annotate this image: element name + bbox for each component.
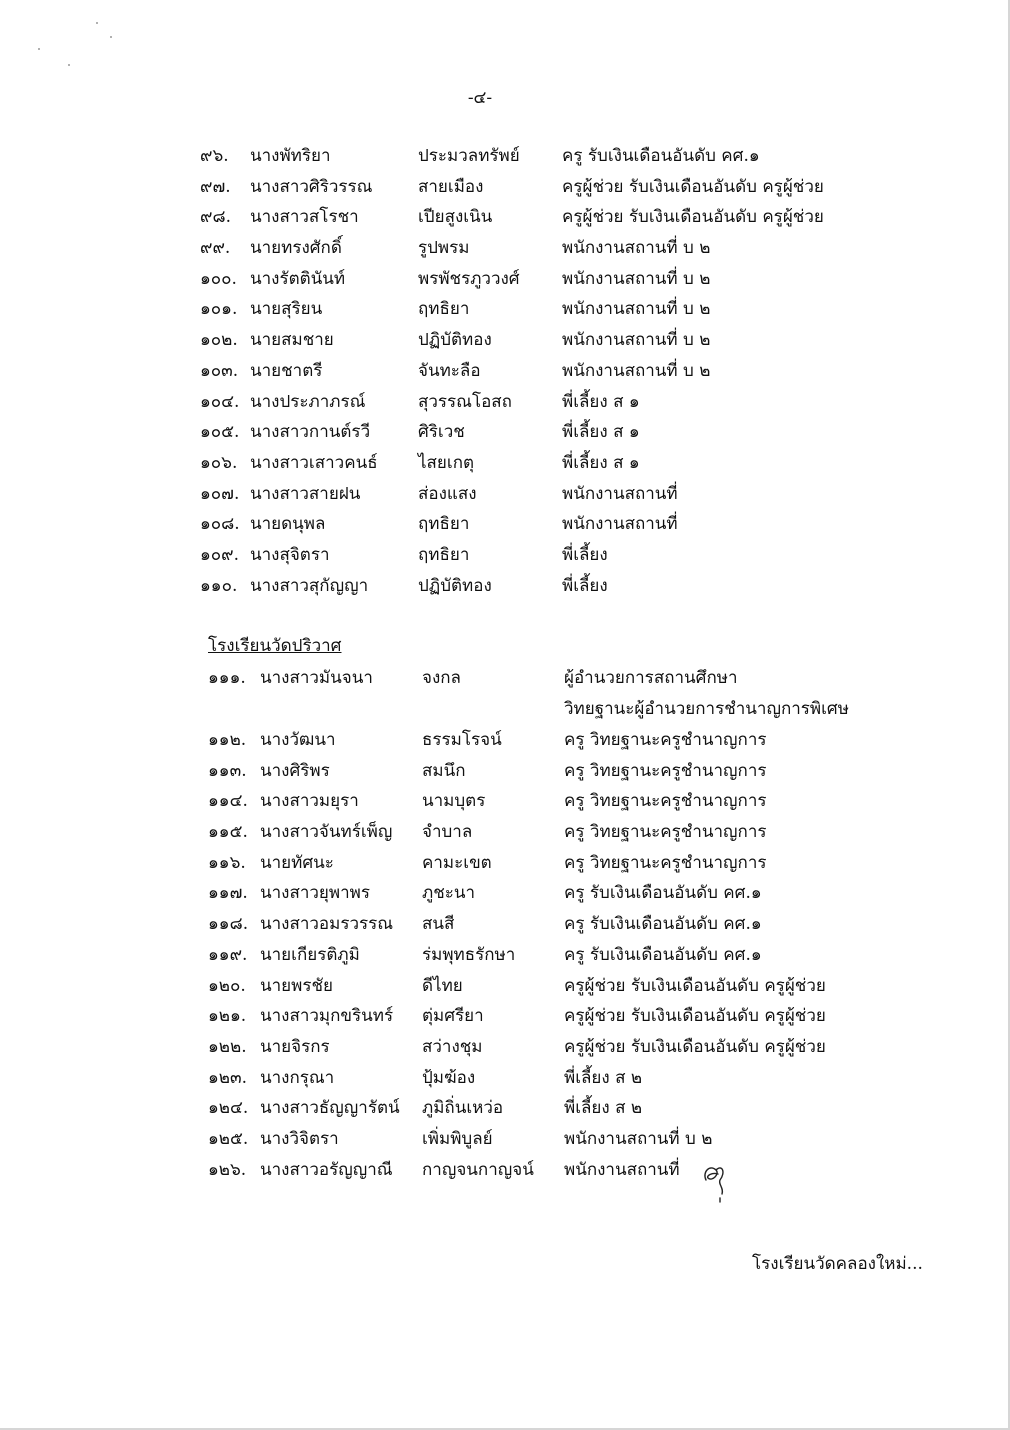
last-name: ประมวลทรัพย์	[418, 146, 520, 166]
director-entry	[0, 664, 1010, 725]
position: ครู วิทยฐานะครูชำนาญการ	[564, 791, 767, 812]
first-name: นางกรุณา	[260, 1067, 335, 1088]
last-name: ภูชะนา	[422, 883, 476, 904]
last-name: ร่มพุทธรักษา	[422, 944, 516, 965]
list-item	[0, 142, 1010, 173]
last-name: นามบุตร	[422, 791, 486, 812]
item-number: ๑๑๘.	[208, 914, 249, 935]
list-item	[0, 510, 1010, 541]
list-item	[0, 1156, 1010, 1187]
first-name: นางสาวจันทร์เพ็ญ	[260, 822, 393, 843]
first-name: นางประภาภรณ์	[250, 391, 366, 412]
item-number: ๑๑๕.	[208, 822, 248, 843]
first-name: นายชาตรี	[250, 360, 323, 381]
position: พนักงานสถานที่ บ ๒	[564, 1128, 713, 1149]
last-name: เปียสูงเนิน	[418, 207, 493, 228]
list-item	[0, 418, 1010, 449]
first-name: นายพรชัย	[260, 975, 333, 996]
list-item	[0, 357, 1010, 388]
item-number: ๑๑๐.	[200, 575, 238, 596]
position: ครู วิทยฐานะครูชำนาญการ	[564, 822, 767, 843]
list-item	[0, 1033, 1010, 1064]
list-item	[0, 818, 1010, 849]
first-name: นางสาวอมรวรรณ	[260, 914, 394, 935]
scan-speck	[68, 64, 70, 66]
first-name: นางสาวศิริวรรณ	[250, 176, 373, 197]
continuation-text: โรงเรียนวัดคลองใหม่...	[752, 1254, 923, 1274]
list-item	[0, 972, 1010, 1003]
list-item	[0, 941, 1010, 972]
position: ครู รับเงินเดือนอันดับ คศ.๑	[564, 914, 762, 935]
school-heading: โรงเรียนวัดปริวาศ	[208, 636, 342, 656]
first-name: นางศิริพร	[260, 760, 330, 781]
position: พนักงานสถานที่ บ ๒	[562, 268, 711, 289]
position: ครูผู้ช่วย รับเงินเดือนอันดับ ครูผู้ช่วย	[564, 975, 826, 996]
first-name: นางสาวสุกัญญา	[250, 575, 369, 596]
last-name: ฤทธิยา	[418, 544, 470, 565]
signature-mark	[700, 1158, 730, 1204]
position: พี่เลี้ยง ส ๒	[564, 1067, 643, 1088]
first-name: นายสมชาย	[250, 330, 334, 351]
list-item	[0, 1094, 1010, 1125]
staff-list-2	[0, 726, 1010, 1186]
last-name: สุวรรณโอสถ	[418, 391, 512, 412]
first-name: นายจิรกร	[260, 1036, 330, 1057]
position: พนักงานสถานที่ บ ๒	[562, 360, 711, 381]
first-name: นางสาวสโรชา	[250, 207, 359, 228]
first-name: นางสาวอรัญญาณี	[260, 1159, 393, 1180]
position: พนักงานสถานที่	[562, 514, 678, 535]
last-name: สายเมือง	[418, 176, 484, 197]
staff-list-1	[0, 142, 1010, 602]
first-name: นายสุริยน	[250, 299, 323, 320]
list-item	[0, 388, 1010, 419]
list-item	[0, 787, 1010, 818]
item-number: ๑๐๒.	[200, 330, 238, 351]
last-name: ภูมิถิ่นเหว่อ	[422, 1098, 504, 1119]
first-name: นางสาวธัญญารัตน์	[260, 1098, 400, 1119]
list-item-continuation	[0, 695, 1010, 726]
position: พี่เลี้ยง ส ๑	[562, 422, 640, 443]
scan-speck	[96, 22, 98, 24]
item-number: ๑๐๕.	[200, 422, 240, 443]
position-line-2: วิทยฐานะผู้อำนวยการชำนาญการพิเศษ	[564, 698, 849, 719]
last-name: พรพัชรภูววงศ์	[418, 268, 520, 289]
last-name: กาญจนกาญจน์	[422, 1159, 534, 1180]
first-name: นางสุจิตรา	[250, 544, 330, 565]
list-item	[0, 757, 1010, 788]
item-number: ๑๒๕.	[208, 1128, 249, 1149]
item-number: ๙๘.	[200, 207, 231, 228]
item-number: ๑๑๒.	[208, 730, 247, 750]
item-number: ๑๐๓.	[200, 360, 239, 381]
first-name: นางสาวกานต์รวี	[250, 422, 371, 443]
item-number: ๑๑๙.	[208, 944, 248, 965]
last-name: รูปพรม	[418, 238, 470, 259]
first-name: นางวัฒนา	[260, 730, 336, 750]
item-number: ๑๑๔.	[208, 791, 248, 812]
position: ครู วิทยฐานะครูชำนาญการ	[564, 852, 767, 873]
last-name: ส่องแสง	[418, 483, 477, 504]
item-number: ๙๙.	[200, 238, 231, 259]
last-name: ไสยเกตุ	[418, 452, 475, 473]
first-name: นางสาวเสาวคนธ์	[250, 452, 378, 473]
position: ครู รับเงินเดือนอันดับ คศ.๑	[564, 883, 762, 904]
last-name: ฤทธิยา	[418, 299, 470, 320]
item-number: ๑๒๔.	[208, 1098, 249, 1119]
last-name: คามะเขต	[422, 852, 492, 873]
item-number: ๑๒๒.	[208, 1036, 247, 1057]
position: ครูผู้ช่วย รับเงินเดือนอันดับ ครูผู้ช่วย	[562, 176, 824, 197]
last-name: ศิริเวช	[418, 422, 465, 443]
list-item	[0, 1125, 1010, 1156]
last-name: ดีไทย	[422, 975, 463, 996]
list-item	[0, 726, 1010, 757]
item-number: ๑๐๖.	[200, 452, 238, 473]
item-number: ๑๑๖.	[208, 852, 246, 873]
last-name: สนสี	[422, 914, 455, 935]
list-item	[0, 541, 1010, 572]
list-item	[0, 910, 1010, 941]
item-number: ๑๐๐.	[200, 268, 237, 289]
position: พี่เลี้ยง ส ๒	[564, 1098, 643, 1119]
first-name: นางสาวสายฝน	[250, 483, 361, 504]
item-number: ๑๑๗.	[208, 883, 248, 904]
first-name: นายทัศนะ	[260, 852, 334, 873]
list-item	[0, 234, 1010, 265]
position: พนักงานสถานที่	[562, 483, 678, 504]
list-item	[0, 572, 1010, 603]
last-name: เพิ่มพิบูลย์	[422, 1128, 493, 1149]
first-name: นางพัทริยา	[250, 146, 331, 166]
first-name: นางสาวมุกขรินทร์	[260, 1006, 394, 1027]
last-name: ปุ้มฆ้อง	[422, 1067, 476, 1088]
last-name: สว่างชุม	[422, 1036, 483, 1057]
last-name: ธรรมโรจน์	[422, 730, 502, 750]
first-name: นางสาวยุพาพร	[260, 883, 370, 904]
last-name: ฤทธิยา	[418, 514, 470, 535]
position: ครู วิทยฐานะครูชำนาญการ	[564, 730, 767, 750]
list-item	[0, 849, 1010, 880]
position: พนักงานสถานที่	[564, 1159, 680, 1180]
first-name: นางวิจิตรา	[260, 1128, 339, 1149]
first-name: นายดนุพล	[250, 514, 326, 535]
last-name: จันทะลือ	[418, 360, 481, 381]
list-item	[0, 173, 1010, 204]
list-item	[0, 295, 1010, 326]
position: พี่เลี้ยง	[562, 544, 608, 565]
item-number: ๙๗.	[200, 176, 231, 197]
item-number: ๙๖.	[200, 146, 229, 166]
item-number: ๑๒๓.	[208, 1067, 248, 1088]
position: ครูผู้ช่วย รับเงินเดือนอันดับ ครูผู้ช่วย	[562, 207, 824, 228]
last-name: ปฏิบัติทอง	[418, 330, 492, 351]
list-item	[0, 1064, 1010, 1095]
item-number: ๑๒๑.	[208, 1006, 247, 1027]
position: ครูผู้ช่วย รับเงินเดือนอันดับ ครูผู้ช่วย	[564, 1006, 826, 1027]
position: พนักงานสถานที่ บ ๒	[562, 238, 711, 259]
list-item	[0, 449, 1010, 480]
position: พนักงานสถานที่ บ ๒	[562, 330, 711, 351]
position: พี่เลี้ยง ส ๑	[562, 452, 640, 473]
position: ครู วิทยฐานะครูชำนาญการ	[564, 760, 767, 781]
item-number: ๑๑๑.	[208, 668, 246, 688]
list-item	[0, 664, 1010, 695]
position: พี่เลี้ยง ส ๑	[562, 391, 640, 412]
list-item	[0, 203, 1010, 234]
item-number: ๑๐๗.	[200, 483, 240, 504]
list-item	[0, 480, 1010, 511]
item-number: ๑๐๙.	[200, 544, 240, 565]
last-name: จำบาล	[422, 822, 473, 843]
first-name: นางรัตตินันท์	[250, 268, 346, 289]
position: พี่เลี้ยง	[562, 575, 608, 596]
item-number: ๑๐๔.	[200, 391, 240, 412]
page-number: -๔-	[467, 88, 493, 108]
list-item	[0, 1002, 1010, 1033]
first-name: นางสาวมยุรา	[260, 791, 359, 812]
list-item	[0, 265, 1010, 296]
first-name: นายทรงศักดิ์	[250, 238, 342, 259]
position: พนักงานสถานที่ บ ๒	[562, 299, 711, 320]
position: ครูผู้ช่วย รับเงินเดือนอันดับ ครูผู้ช่วย	[564, 1036, 826, 1057]
scan-speck	[38, 48, 40, 50]
list-item	[0, 326, 1010, 357]
position: ผู้อำนวยการสถานศึกษา	[564, 668, 738, 688]
last-name: ปฏิบัติทอง	[418, 575, 492, 596]
item-number: ๑๐๑.	[200, 299, 238, 320]
first-name: นายเกียรติภูมิ	[260, 944, 360, 965]
last-name: จงกล	[422, 668, 461, 688]
last-name: สมนึก	[422, 760, 466, 781]
last-name: ตุ่มศรียา	[422, 1006, 484, 1027]
position: ครู รับเงินเดือนอันดับ คศ.๑	[564, 944, 762, 965]
position: ครู รับเงินเดือนอันดับ คศ.๑	[562, 146, 760, 166]
list-item	[0, 879, 1010, 910]
scan-speck	[110, 36, 112, 38]
item-number: ๑๐๘.	[200, 514, 240, 535]
first-name: นางสาวมันจนา	[260, 668, 373, 688]
item-number: ๑๑๓.	[208, 760, 247, 781]
item-number: ๑๒๖.	[208, 1159, 247, 1180]
item-number: ๑๒๐.	[208, 975, 246, 996]
